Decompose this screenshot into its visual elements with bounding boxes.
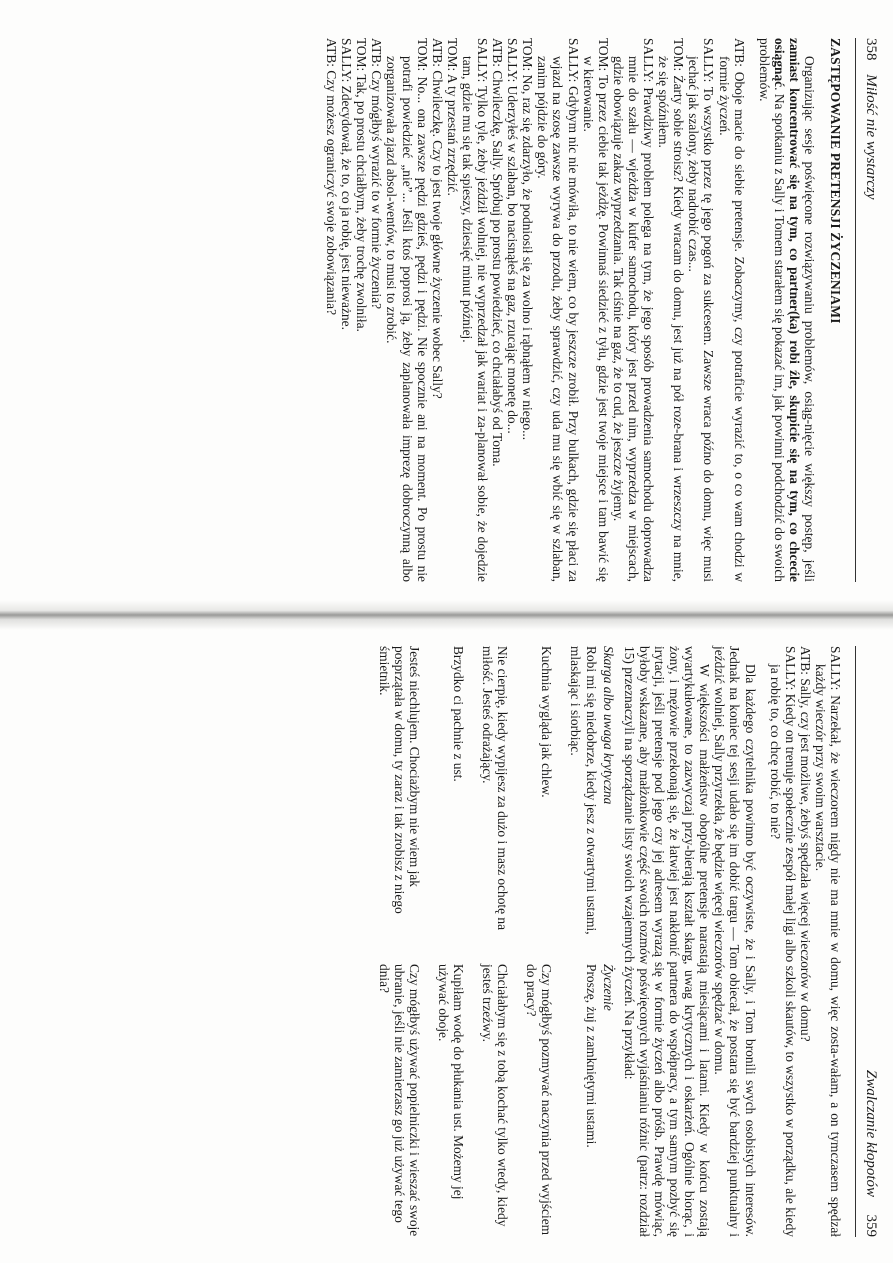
speaker-label: SALLY:: [505, 38, 521, 83]
running-title: Miłość nie wystarczy: [863, 74, 879, 200]
speaker-label: ATB:: [429, 38, 445, 68]
table-row: [524, 646, 554, 1237]
dialogue-text: No, raz się zdarzyło, że podniosił się za wolno i rąbnąłem w niego...: [520, 74, 536, 441]
dialogue-line: [384, 38, 429, 582]
dialogue-text: Kiedy on trenuje społecznie zespół małej ligi albo szkoli skautów, to wszystko w porządku, ale kiedy ja robię to, co chcę robić, to nie?: [767, 664, 798, 1237]
dialogue-text: Czy możesz ograniczyć swoje zobowiązania?: [324, 70, 340, 316]
speaker-label: TOM:: [414, 38, 430, 72]
complaint-text: Kuchnia wygląda jak chlew.: [539, 646, 555, 798]
speaker-label: ATB:: [731, 38, 747, 68]
dialogue-line: [339, 38, 354, 582]
left-header: [855, 38, 879, 582]
wish-text: Chciałabym się z tobą kochać tylko wtedy, kiedy jesteś trzeźwy.: [480, 964, 511, 1227]
complaint-text: Jesteś niechlujem. Chociażbym nie wiem jak posprzątała w domu, ty zaraz i tak zrobisz z niego śmietnik.: [376, 646, 422, 914]
page-number: 358: [863, 38, 879, 61]
table-row: [480, 646, 510, 1237]
dialogue-text: Chwileczkę, Sally. Spróbuj po prostu powiedzieć, co chciałabyś od Toma.: [490, 70, 506, 467]
speaker-label: TOM:: [354, 38, 370, 72]
dialogue-text: Czy mógłbyś wyrazić to w formie życzenia?: [369, 70, 385, 310]
right-page: [0, 630, 893, 1263]
wish-text: Proszę, żuj z zamkniętymi ustami.: [583, 964, 599, 1148]
intro-paragraph: [757, 38, 817, 582]
speaker-label: TOM:: [520, 38, 536, 72]
dialogue-line: [505, 38, 520, 582]
complaint-wish-table: [377, 646, 599, 1237]
section-title: ZASTĘPOWANIE PRETENSJI ŻYCZENIAMI: [828, 38, 843, 324]
dialogue-text: Gdybym nic nie mówiła, to nie wiem, co by jeszcze zrobił. Przy bulkach, gdzie się płaci za wjazd na szosę zawsze wyrywa do przodu, żeby sprawdzić, czy uda mu się wbić się w szlaban, zanim pójdzie do góry.: [535, 56, 581, 582]
dialogue-list: [768, 646, 843, 1237]
dialogue-text: Prawdziwy problem polega na tym, że jego sposób prowadzenia samochodu doprowadza mnie do szału — wjeżdża w kufer samochodu, który jest przed nim, wyprzedza w miejscach, gdzie obowiązuje zakaz wyprzedzania. Tak ciśnie na gaz, że to cud, że jeszcze żyjemy.: [610, 56, 657, 582]
dialogue-line: [686, 38, 716, 582]
complaint-text: Nie cierpię, kiedy wypijesz za dużo i masz ochotę na miłość. Jesteś odrażający.: [480, 646, 511, 931]
dialogue-line: [798, 646, 813, 1237]
speaker-label: ATB:: [797, 646, 813, 676]
wish-text: Czy mógłbyś używać popielniczki i wieszać swoje ubranie, jeśli nie zamierzasz go już używać tego dnia?: [376, 964, 422, 1237]
speaker-label: SALLY:: [565, 38, 581, 83]
dialogue-line: [581, 38, 611, 582]
column-heading-wish: Życzenie: [600, 964, 616, 1011]
wish-text: Kupiłam wodę do płukania ust. Możemy jej używać oboje.: [435, 964, 467, 1200]
dialogue-text: Tylko tyle, żeby jeździł wolniej, nie wyprzedzał jak wariat i za-planował sobie, że dojedzie tam, gdzie mu się tak spieszy, dziesięć minut później.: [459, 56, 491, 582]
dialogue-line: [324, 38, 339, 582]
dialogue-text: To wszystko przez tę jego pogoń za sukcesem. Zawsze wraca późno do domu, więc musi jechać jak szalony, żeby nadrobić czas...: [686, 56, 717, 582]
dialogue-text: No... ona zawsze pędzi gdzieś, pędzi i pędzi. Nie spocznie ani na moment. Po prostu nie potrafi powiedzieć „nie”... Jeśli ktoś poprosi ją, żeby zaplanowała imprezę dobroczynną albo zorganizowała zjazd absol-wentów, to musi to zrobić.: [384, 56, 430, 582]
body-paragraph: Dla każdego czytelnika powinno być oczywiste, że i Sally, i Tom bronili swych osobistych interesów. Jednak na koniec tej sesji udało się im dobić targu — Tom obiecał, że postara się być bardziej punktualny i jeździć wolniej, Sally przyrzekła, że będzie więcej wieczorów spędzać w domu.: [712, 646, 758, 1237]
dialogue-line: [369, 38, 384, 582]
dialogue-line: [656, 38, 686, 582]
running-title: Zwalczanie kłopotów: [863, 1069, 879, 1197]
page-number: 359: [863, 1214, 879, 1237]
speaker-label: TOM:: [671, 38, 687, 72]
table-row: [377, 646, 422, 1237]
dialogue-line: [611, 38, 656, 582]
body-paragraph: W większości małżeństw obopólne pretensje narastają miesiącami i latami. Kiedy w końcu zostają wyartykułowane, to zazwyczaj przy-bierają kształt skarg, uwag krytycznych i oskarżeń. Ogólnie biorąc, i żony, i mężowie przekonają się, że łatwiej jest nakłonić partnera do współpracy, a tym samym pozbyć się irytacji, jeśli pretensje pod jego czy jej adresem wyrazą się w formie życzeń albo próśb. Prawdę mówiąc, byłoby wskazane, aby małżonkowie część swoich rozmów poświęconych wyjaśnianiu różnic (patrz: rozdział 15) przeznaczyli na sporządzanie listy swoich wzajemnych życzeń. Na przykład:: [621, 646, 713, 1237]
speaker-label: ATB:: [324, 38, 340, 68]
dialogue-text: Tak, po prostu chciałbym, żeby trochę zwolniła.: [354, 74, 370, 332]
dialogue-line: [813, 646, 843, 1237]
speaker-label: TOM:: [444, 38, 460, 72]
speaker-label: TOM:: [595, 38, 611, 72]
wish-text: Czy mógłbyś pozmywać naczynia przed wyjściem do pracy?: [524, 964, 555, 1236]
dialogue-text: A ty przestań zrzędzić.: [444, 73, 460, 196]
speaker-label: SALLY:: [828, 646, 843, 691]
speaker-label: SALLY:: [782, 646, 798, 691]
dialogue-text: Chwileczkę. Czy to jest twoje główne życzenie wobec Sally?: [429, 70, 445, 399]
table-row: [568, 646, 598, 1237]
dialogue-line: [354, 38, 369, 582]
book-gutter: [0, 600, 893, 630]
dialogue-line: [535, 38, 580, 582]
speaker-label: SALLY:: [701, 38, 717, 83]
dialogue-text: Zdecydował, że to, co ja robię, jest nieważne.: [339, 85, 355, 330]
column-heading-complaint: Skarga albo uwaga krytyczna: [600, 646, 616, 805]
speaker-label: ATB:: [490, 38, 506, 68]
dialogue-text: To przez ciebie tak jeżdżę. Powinnaś siedzieć z tyłu, gdzie jest twoje miejsce i tam bawić się w kierowanie.: [580, 56, 611, 583]
speaker-label: SALLY:: [641, 38, 657, 83]
dialogue-text: Sally, czy jest możliwe, żebyś spędzała więcej wieczorów w domu?: [797, 678, 813, 1042]
dialogue-text: Żarty sobie stroisz? Kiedy wracam do domu, jest już na pół roze-brana i wrzeszczy na mnie, że się spóźniłem.: [656, 56, 687, 582]
dialogue-line: [716, 38, 746, 582]
left-page: [0, 0, 893, 600]
dialogue-line: [490, 38, 505, 582]
dialogue-line: [445, 38, 460, 582]
speaker-label: SALLY:: [475, 38, 491, 83]
complaint-text: Robi mi się niedobrze, kiedy jesz z otwartymi ustami, mlaskając i siorbiąc.: [568, 646, 599, 935]
table-row: [436, 646, 466, 1237]
dialogue-line: [460, 38, 490, 582]
intro-bold-text: zamiast koncentrować się na tym, co partner(ka) robi źle, skupicie się na tym, co chcecie osiągnąć: [771, 38, 802, 582]
dialogue-text: Uderzyłeś w szlaban, bo nacisnąłeś na gaz, rzucając monetę do...: [505, 85, 521, 434]
dialogue-line: [430, 38, 445, 582]
dialogue-line: [520, 38, 535, 582]
speaker-label: ATB:: [369, 38, 385, 68]
table-header-row: [601, 646, 616, 1237]
intro-text: Organizując sesje poświęcone rozwiązywaniu problemów, osiąg-nięcie większy postęp, jeśli: [802, 56, 817, 582]
dialogue-text: Oboje macie do siebie pretensje. Zobaczymy, czy potraficie wyrazić to, o co wam chodzi w formie życzeń.: [716, 56, 747, 582]
dialogue-line: [768, 646, 798, 1237]
dialogue-list: [324, 38, 747, 582]
right-header: [855, 646, 879, 1237]
intro-text: . Na spotkaniu z Sally i Tomem starałem się pokazać im, jak powinni podchodzić do swoich problemów.: [756, 38, 787, 582]
dialogue-text: Narzekał, że wieczorem nigdy nie ma mnie w domu, więc zosta-wałam, a on tymczasem spędzał każdy wieczór przy swoim warsztacie.: [812, 664, 843, 1237]
complaint-text: Brzydko ci pachnie z ust.: [451, 646, 467, 782]
speaker-label: SALLY:: [339, 38, 355, 83]
